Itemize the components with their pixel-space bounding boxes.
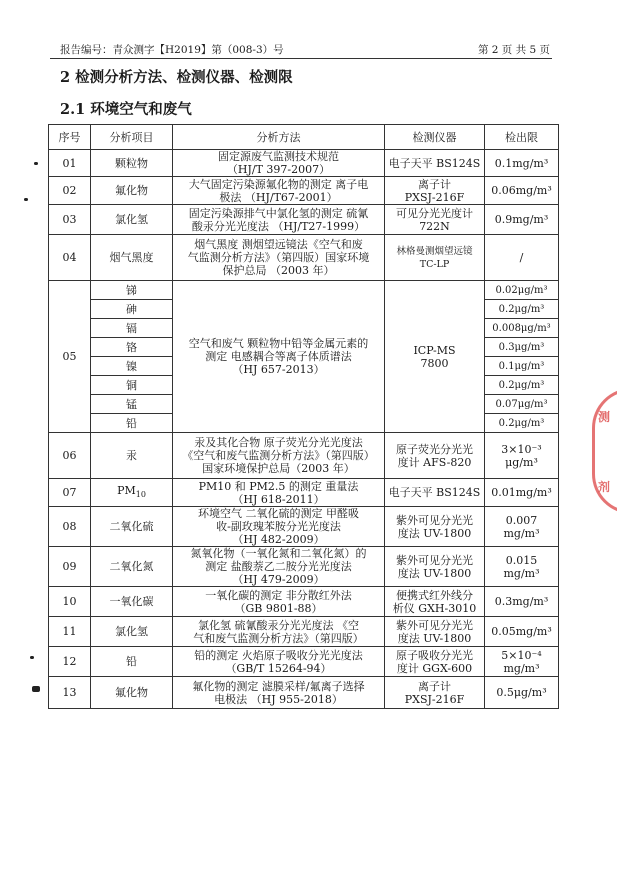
analysis-item (91, 547, 173, 587)
stamp-char: 剂 (598, 480, 611, 494)
instrument (385, 177, 485, 205)
analysis-method (173, 647, 385, 677)
detection-limit-line: 0.06mg/m³ (491, 184, 552, 197)
analysis-item-text: 颗粒物 (115, 156, 148, 170)
instrument-line: 紫外可见分光光 (396, 553, 473, 567)
analysis-method-line: PM10 和 PM2.5 的测定 重量法 (198, 479, 359, 493)
detection-limit: 0.2μg/m³ (485, 414, 559, 433)
analysis-item (91, 433, 173, 479)
instrument-line: 离子计 (418, 679, 451, 693)
table-row (49, 281, 559, 300)
row-number: 02 (49, 177, 91, 205)
instrument (385, 617, 485, 647)
analysis-item-text: 氯化氢 (115, 625, 148, 638)
detection-limit (485, 617, 559, 647)
analysis-method-line: 烟气黑度 测烟望远镜法《空气和废 (194, 238, 363, 251)
row-number: 06 (49, 433, 91, 479)
analysis-item (91, 150, 173, 177)
analysis-item-text: 烟气黑度 (109, 251, 154, 264)
analysis-item-text: 氟化物 (115, 184, 148, 197)
analysis-method (173, 281, 385, 433)
detection-limit (485, 177, 559, 205)
analysis-item-text: 氯化氢 (115, 213, 148, 226)
instrument-line: 7800 (420, 356, 449, 370)
detection-limit: 0.008μg/m³ (485, 319, 559, 338)
analysis-item-text: 汞 (126, 449, 137, 462)
col-header-limit: 检出限 (485, 125, 559, 150)
analysis-method-line: 《空气和废气监测分析方法》（第四版） (182, 449, 375, 462)
section-subheading: 2.1 环境空气和废气 (60, 101, 192, 118)
section-heading: 2 检测分析方法、检测仪器、检测限 (60, 69, 293, 86)
table-row (49, 547, 559, 587)
instrument-line: PXSJ-216F (404, 190, 465, 204)
analysis-item-text: 铅 (126, 655, 137, 668)
metal-element: 锑 (91, 281, 173, 300)
instrument (385, 587, 485, 617)
analysis-method-line: 汞及其化合物 原子荧光分光光度法 (194, 436, 363, 449)
row-number: 01 (49, 150, 91, 177)
red-seal-stamp (592, 388, 617, 514)
analysis-method-line: （HJ 482-2009） (232, 533, 325, 546)
metal-element: 铬 (91, 338, 173, 357)
row-number: 10 (49, 587, 91, 617)
analysis-method (173, 150, 385, 177)
table-row (49, 677, 559, 709)
instrument (385, 205, 485, 235)
instrument-line: TC-LP (419, 258, 450, 270)
scan-speck (24, 198, 28, 201)
metal-element: 铅 (91, 414, 173, 433)
detection-limit-line: μg/m³ (505, 455, 538, 469)
analysis-method-line: 测定 盐酸萘乙二胺分光光度法 (205, 560, 352, 573)
row-number: 03 (49, 205, 91, 235)
detection-limit (485, 547, 559, 587)
row-number: 13 (49, 677, 91, 709)
analysis-item (91, 177, 173, 205)
detection-limit-line: 3×10⁻³ (501, 442, 542, 456)
analysis-item (91, 235, 173, 281)
table-row (49, 587, 559, 617)
metal-element: 镉 (91, 319, 173, 338)
instrument-line: 离子计 (418, 177, 451, 191)
analysis-method (173, 205, 385, 235)
detection-limit: 0.1μg/m³ (485, 357, 559, 376)
col-header-instrument: 检测仪器 (385, 125, 485, 150)
instrument (385, 479, 485, 507)
detection-limit-line: mg/m³ (503, 566, 540, 580)
analysis-item (91, 587, 173, 617)
analysis-method (173, 177, 385, 205)
analysis-item-text: 二氧化氮 (109, 560, 154, 573)
detection-limit (485, 587, 559, 617)
analysis-method (173, 507, 385, 547)
analysis-method-line: 空气和废气 颗粒物中铅等金属元素的 (188, 337, 369, 350)
analysis-item (91, 479, 173, 507)
detection-limit-line: 0.9mg/m³ (494, 213, 549, 226)
analysis-method-line: （HJ 479-2009） (232, 573, 325, 586)
row-number: 04 (49, 235, 91, 281)
instrument-line: 紫外可见分光光 (396, 513, 473, 527)
table-row (49, 205, 559, 235)
detection-limit-line: 5×10⁻⁴ (501, 648, 542, 662)
instrument-line: 度法 UV-1800 (397, 631, 472, 645)
detection-limit-line: 0.3mg/m³ (494, 595, 549, 608)
instrument-line: 度法 UV-1800 (397, 566, 472, 580)
analysis-method-line: 环境空气 二氧化硫的测定 甲醛吸 (198, 507, 359, 520)
analysis-method-line: 国家环境保护总局（2003 年） (202, 462, 355, 475)
analysis-method-line: 极法 （HJ/T67-2001） (219, 190, 338, 204)
analysis-method-line: 氯化氢 硫氰酸汞分光光度法 《空 (198, 618, 359, 632)
analysis-item-text: 一氧化碳 (109, 595, 154, 608)
analysis-method-line: （HJ 618-2011） (232, 492, 325, 506)
instrument-line: 可见分光光度计 (396, 206, 473, 220)
scan-speck (30, 656, 34, 659)
analysis-item (91, 677, 173, 709)
analysis-method-line: 固定污染源排气中氯化氢的测定 硫氰 (188, 206, 369, 220)
detection-limit (485, 647, 559, 677)
detection-limit (485, 433, 559, 479)
analysis-method-line: 保护总局 （2003 年） (222, 264, 335, 277)
analysis-method-line: 一氧化碳的测定 非分散红外法 (205, 588, 352, 602)
instrument (385, 547, 485, 587)
report-number: 报告编号：青众测字【H2019】第（008-3）号 (60, 44, 284, 56)
instrument-line: 电子天平 BS124S (388, 156, 481, 170)
table-row (49, 235, 559, 281)
page-header (50, 40, 550, 58)
detection-limit: 0.2μg/m³ (485, 376, 559, 395)
instrument-line: 度计 GGX-600 (396, 661, 473, 675)
table-row (49, 507, 559, 547)
instrument-line: 电子天平 BS124S (388, 486, 481, 499)
instrument-line: 林格曼测烟望远镜 (396, 245, 473, 257)
detection-limit-line: mg/m³ (503, 526, 540, 540)
row-number: 08 (49, 507, 91, 547)
analysis-method-line: （HJ 657-2013） (232, 363, 325, 376)
detection-limit-line: 0.007 (505, 513, 538, 527)
detection-limit-line: 0.05mg/m³ (491, 625, 552, 638)
page-number: 第 2 页 共 5 页 (477, 44, 550, 56)
col-header-no: 序号 (49, 125, 91, 150)
analysis-method (173, 547, 385, 587)
instrument-line: ICP-MS (413, 343, 456, 357)
table-row (49, 647, 559, 677)
metal-element: 镍 (91, 357, 173, 376)
instrument-line: PXSJ-216F (404, 692, 465, 706)
analysis-item (91, 647, 173, 677)
table-row (49, 150, 559, 177)
detection-limit-line: 0.1mg/m³ (494, 156, 549, 170)
analysis-method-line: 固定源废气监测技术规范 (218, 150, 339, 163)
row-number: 12 (49, 647, 91, 677)
analysis-method (173, 617, 385, 647)
table-header-row (49, 125, 559, 150)
instrument (385, 281, 485, 433)
table-row (49, 177, 559, 205)
row-number: 05 (49, 281, 91, 433)
detection-limit-line: 0.5μg/m³ (496, 686, 547, 699)
analysis-method (173, 677, 385, 709)
detection-limit (485, 677, 559, 709)
detection-limit: 0.07μg/m³ (485, 395, 559, 414)
instrument-line: 原子吸收分光光 (396, 648, 473, 662)
analysis-method-line: 酸汞分光光度法 （HJ/T27-1999） (191, 219, 366, 233)
instrument (385, 150, 485, 177)
instrument (385, 647, 485, 677)
analysis-method-line: （GB 9801-88） (234, 601, 323, 615)
detection-limit (485, 507, 559, 547)
stamp-char: 测 (598, 410, 611, 424)
analysis-method-line: 气监测分析方法》（第四版）国家环境 (187, 251, 370, 264)
instrument (385, 235, 485, 281)
analysis-method-line: 测定 电感耦合等离子体质谱法 (205, 350, 352, 363)
analysis-item-text: PM (117, 483, 136, 497)
scan-speck (34, 162, 38, 165)
analysis-method-line: 收-副玫瑰苯胺分光光度法 (216, 520, 341, 533)
instrument (385, 433, 485, 479)
analysis-method-line: 铅的测定 火焰原子吸收分光光度法 (194, 648, 363, 662)
instrument-line: 析仪 GXH-3010 (392, 601, 477, 615)
metal-element: 锰 (91, 395, 173, 414)
analysis-method-line: 氮氧化物（一氧化氮和二氧化氮）的 (190, 547, 367, 560)
header-divider (50, 58, 552, 59)
instrument-line: 原子荧光分光光 (396, 442, 473, 456)
detection-limit: 0.02μg/m³ (485, 281, 559, 300)
metal-element: 铜 (91, 376, 173, 395)
instrument-line: 722N (419, 219, 450, 233)
row-number: 09 (49, 547, 91, 587)
analysis-item-subscript: 10 (135, 490, 146, 500)
metal-element: 砷 (91, 300, 173, 319)
analysis-method (173, 433, 385, 479)
analysis-item-text: 二氧化硫 (109, 520, 154, 533)
instrument-line: 度法 UV-1800 (397, 526, 472, 540)
detection-limit (485, 235, 559, 281)
instrument-line: 度计 AFS-820 (397, 455, 472, 469)
analysis-method (173, 235, 385, 281)
instrument-line: 紫外可见分光光 (396, 618, 473, 632)
detection-limit-line: / (519, 251, 524, 264)
detection-limit: 0.3μg/m³ (485, 338, 559, 357)
analysis-item (91, 617, 173, 647)
table-row (49, 479, 559, 507)
scan-speck (32, 686, 40, 692)
row-number: 07 (49, 479, 91, 507)
col-header-method: 分析方法 (173, 125, 385, 150)
analysis-item (91, 507, 173, 547)
analysis-method (173, 587, 385, 617)
analysis-method-line: 气和废气监测分析方法》（第四版） (193, 631, 364, 645)
analysis-method-line: （HJ/T 397-2007） (226, 163, 331, 176)
analysis-method-line: 大气固定污染源氟化物的测定 离子电 (188, 177, 369, 191)
detection-limit (485, 205, 559, 235)
analysis-method-line: 电极法 （HJ 955-2018） (214, 692, 343, 706)
detection-limit (485, 150, 559, 177)
detection-limit-line: 0.015 (505, 553, 538, 567)
detection-limit-line: 0.01mg/m³ (491, 486, 552, 499)
instrument-line: 便携式红外线分 (396, 588, 473, 602)
analysis-item-text: 氟化物 (115, 686, 148, 699)
analysis-item (91, 205, 173, 235)
instrument (385, 507, 485, 547)
analysis-method (173, 479, 385, 507)
row-number: 11 (49, 617, 91, 647)
instrument (385, 677, 485, 709)
col-header-item: 分析项目 (91, 125, 173, 150)
detection-limit-line: mg/m³ (503, 661, 540, 675)
analysis-method-line: （GB/T 15264-94） (225, 661, 332, 675)
analysis-method-line: 氟化物的测定 滤膜采样/氟离子选择 (192, 679, 365, 693)
table-row (49, 433, 559, 479)
detection-limit (485, 479, 559, 507)
table-row (49, 617, 559, 647)
detection-limit: 0.2μg/m³ (485, 300, 559, 319)
methods-table (48, 124, 559, 709)
